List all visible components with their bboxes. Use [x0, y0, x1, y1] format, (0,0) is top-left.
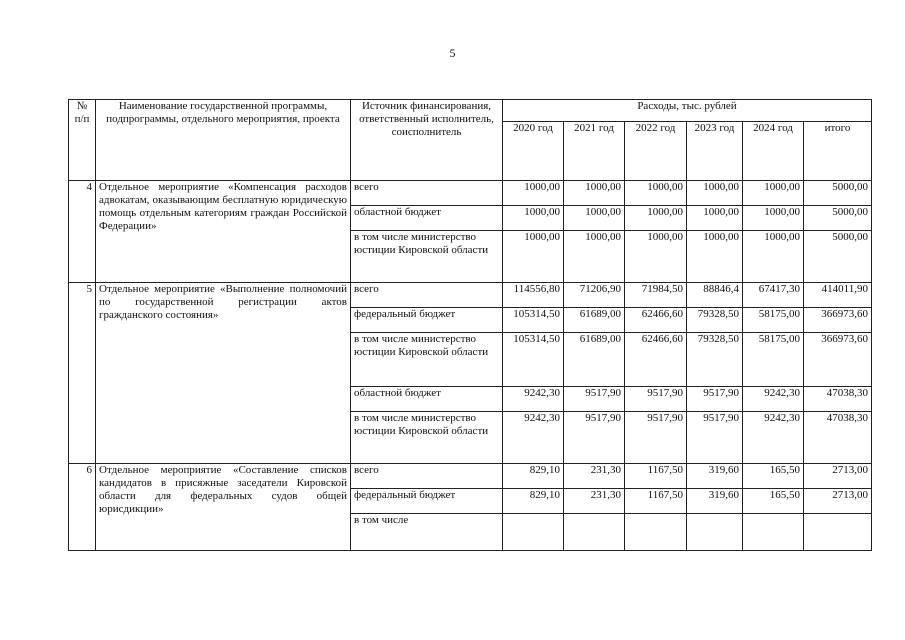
total-cell [804, 514, 872, 551]
header-source: Источник финансирования, ответственный исполнитель, соисполнитель [351, 100, 503, 181]
value-cell: 9242,30 [743, 387, 804, 412]
header-row-1 [69, 100, 872, 122]
total-cell: 5000,00 [804, 181, 872, 206]
header-total: итого [804, 122, 872, 181]
value-cell: 1000,00 [503, 206, 564, 231]
value-cell: 62466,60 [625, 308, 687, 333]
funding-source: в том числе [351, 514, 503, 551]
budget-table [68, 99, 872, 551]
value-cell: 1000,00 [564, 231, 625, 283]
value-cell [625, 514, 687, 551]
value-cell: 61689,00 [564, 333, 625, 387]
funding-source: областной бюджет [351, 206, 503, 231]
value-cell [503, 514, 564, 551]
value-cell: 9242,30 [503, 387, 564, 412]
header-year: 2020 год [503, 122, 564, 181]
value-cell [687, 514, 743, 551]
header-year: 2022 год [625, 122, 687, 181]
row-number: 6 [69, 464, 96, 551]
value-cell: 1167,50 [625, 464, 687, 489]
value-cell: 61689,00 [564, 308, 625, 333]
header-year: 2024 год [743, 122, 804, 181]
value-cell: 9517,90 [625, 387, 687, 412]
value-cell: 1000,00 [625, 181, 687, 206]
activity-name: Отдельное мероприятие «Составление списков кандидатов в присяжные заседатели Кировской области для федеральных судов общей юрисдикции» [96, 464, 351, 551]
value-cell: 1000,00 [687, 206, 743, 231]
value-cell: 9517,90 [687, 387, 743, 412]
value-cell: 1000,00 [625, 231, 687, 283]
value-cell: 1000,00 [743, 181, 804, 206]
value-cell: 9517,90 [625, 412, 687, 464]
funding-source: в том числе министерство юстиции Кировской области [351, 333, 503, 387]
row-number: 4 [69, 181, 96, 283]
value-cell: 71206,90 [564, 283, 625, 308]
value-cell: 67417,30 [743, 283, 804, 308]
value-cell: 58175,00 [743, 333, 804, 387]
value-cell: 165,50 [743, 489, 804, 514]
value-cell: 9517,90 [564, 412, 625, 464]
value-cell: 1000,00 [625, 206, 687, 231]
value-cell: 9242,30 [503, 412, 564, 464]
value-cell: 1000,00 [687, 181, 743, 206]
value-cell: 1000,00 [743, 206, 804, 231]
table-row [69, 181, 872, 206]
funding-source: областной бюджет [351, 387, 503, 412]
funding-source: федеральный бюджет [351, 489, 503, 514]
funding-source: всего [351, 283, 503, 308]
value-cell: 1000,00 [687, 231, 743, 283]
total-cell: 5000,00 [804, 231, 872, 283]
funding-source: всего [351, 181, 503, 206]
value-cell: 319,60 [687, 489, 743, 514]
funding-source: в том числе министерство юстиции Кировской области [351, 231, 503, 283]
header-year: 2021 год [564, 122, 625, 181]
value-cell: 9517,90 [564, 387, 625, 412]
total-cell: 2713,00 [804, 464, 872, 489]
value-cell: 1167,50 [625, 489, 687, 514]
value-cell [743, 514, 804, 551]
value-cell: 79328,50 [687, 308, 743, 333]
funding-source: федеральный бюджет [351, 308, 503, 333]
value-cell: 829,10 [503, 489, 564, 514]
value-cell: 165,50 [743, 464, 804, 489]
total-cell: 5000,00 [804, 206, 872, 231]
value-cell: 62466,60 [625, 333, 687, 387]
activity-name: Отдельное мероприятие «Компенсация расходов адвокатам, оказывающим бесплатную юридическую помощь отдельным категориям граждан Российской Федерации» [96, 181, 351, 283]
value-cell: 1000,00 [503, 231, 564, 283]
value-cell: 105314,50 [503, 308, 564, 333]
value-cell: 9242,30 [743, 412, 804, 464]
total-cell: 2713,00 [804, 489, 872, 514]
value-cell: 58175,00 [743, 308, 804, 333]
value-cell: 1000,00 [503, 181, 564, 206]
value-cell: 88846,4 [687, 283, 743, 308]
value-cell: 1000,00 [743, 231, 804, 283]
value-cell: 1000,00 [564, 206, 625, 231]
total-cell: 47038,30 [804, 387, 872, 412]
header-name: Наименование государственной программы, подпрограммы, отдельного мероприятия, проекта [96, 100, 351, 181]
header-year: 2023 год [687, 122, 743, 181]
total-cell: 366973,60 [804, 333, 872, 387]
funding-source: в том числе министерство юстиции Кировской области [351, 412, 503, 464]
header-number: № п/п [69, 100, 96, 181]
value-cell [564, 514, 625, 551]
value-cell: 231,30 [564, 464, 625, 489]
value-cell: 9517,90 [687, 412, 743, 464]
value-cell: 1000,00 [564, 181, 625, 206]
table-row [69, 283, 872, 308]
row-number: 5 [69, 283, 96, 464]
page-number: 5 [449, 46, 456, 60]
value-cell: 319,60 [687, 464, 743, 489]
header-expenses: Расходы, тыс. рублей [503, 100, 872, 122]
total-cell: 366973,60 [804, 308, 872, 333]
table-row [69, 464, 872, 489]
funding-source: всего [351, 464, 503, 489]
value-cell: 231,30 [564, 489, 625, 514]
total-cell: 47038,30 [804, 412, 872, 464]
value-cell: 79328,50 [687, 333, 743, 387]
value-cell: 829,10 [503, 464, 564, 489]
value-cell: 105314,50 [503, 333, 564, 387]
value-cell: 114556,80 [503, 283, 564, 308]
value-cell: 71984,50 [625, 283, 687, 308]
activity-name: Отдельное мероприятие «Выполнение полномочий по государственной регистрации актов гражданского состояния» [96, 283, 351, 464]
total-cell: 414011,90 [804, 283, 872, 308]
